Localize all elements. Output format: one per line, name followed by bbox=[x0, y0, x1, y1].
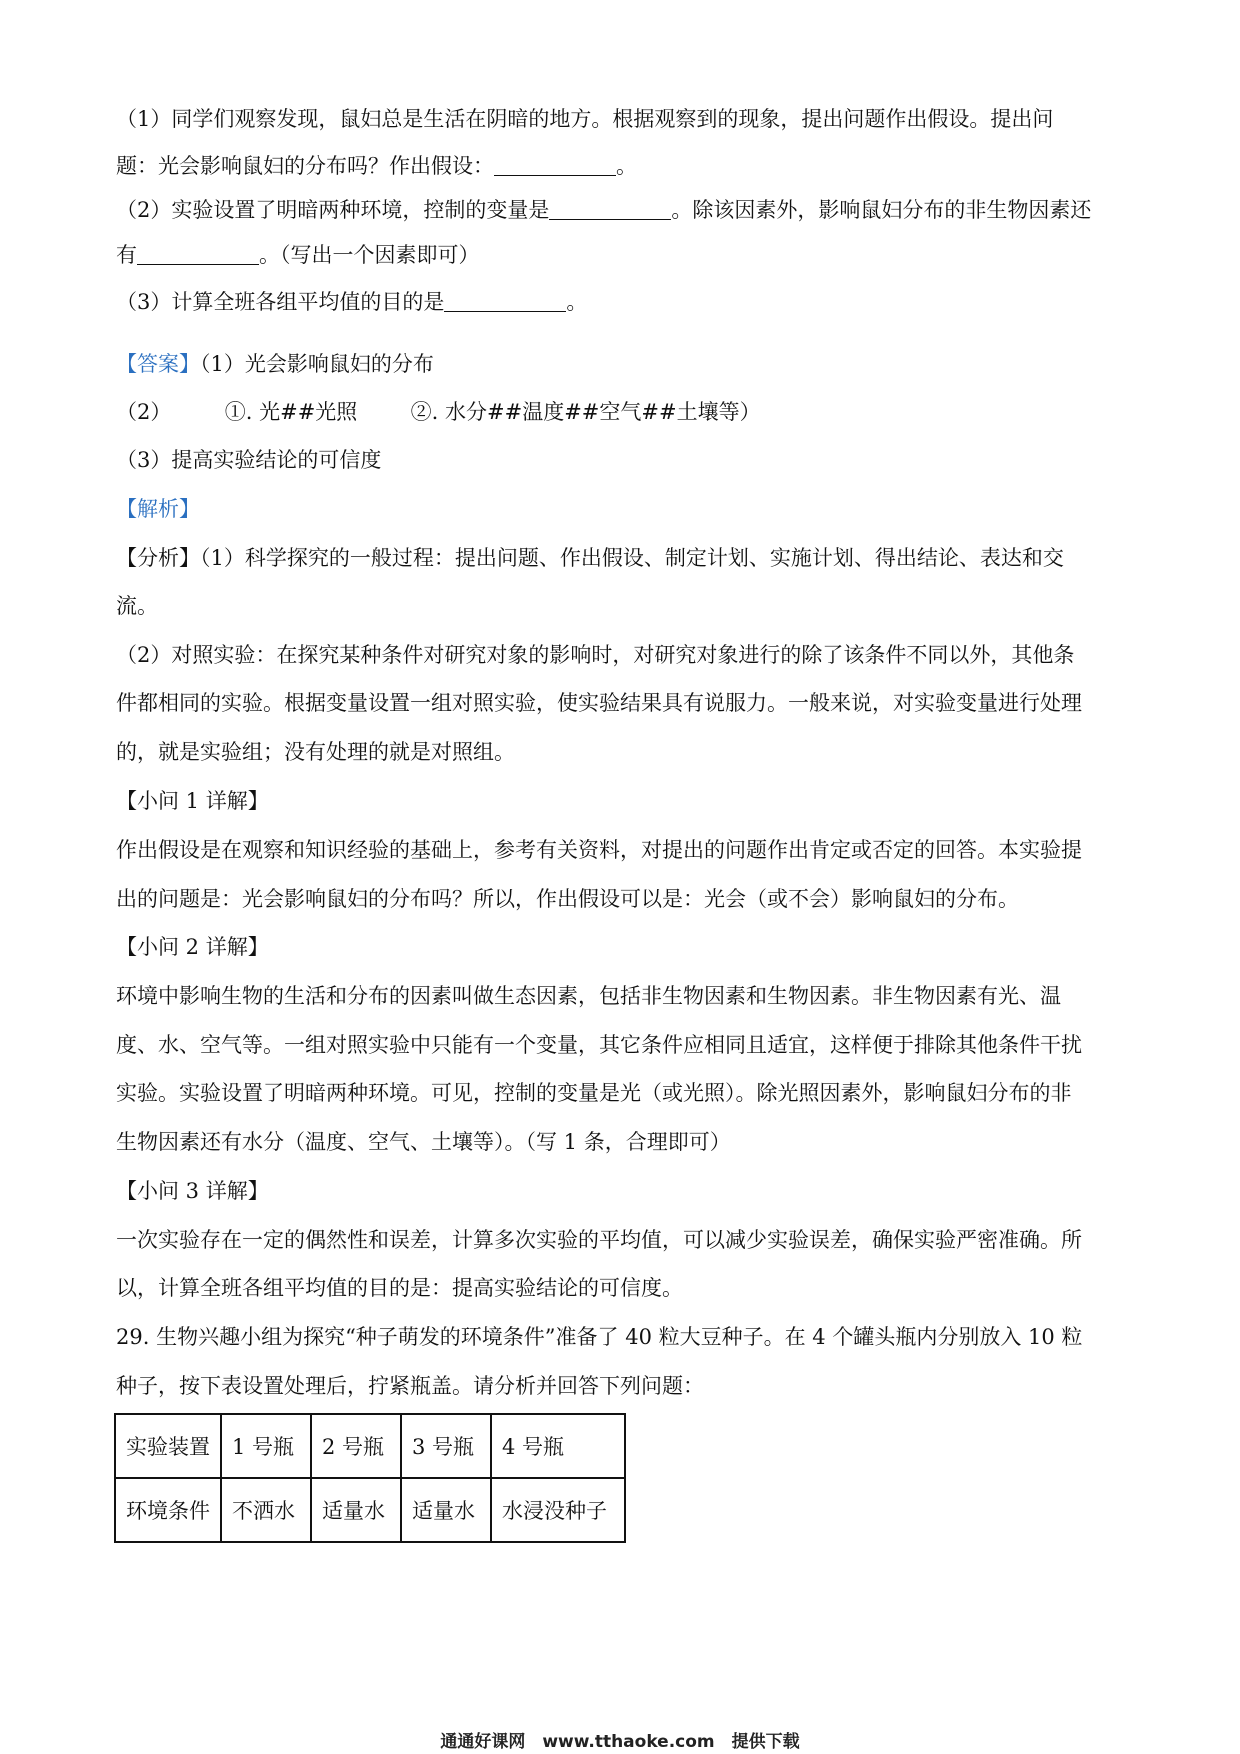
fenxi-line2: 流。 bbox=[116, 594, 158, 618]
detail3-title: 【小问 3 详解】 bbox=[116, 1179, 269, 1203]
q28-sub2-text-b: 。除该因素外，影响鼠妇分布的非生物因素还 bbox=[671, 198, 1092, 222]
table-row bbox=[115, 1478, 625, 1542]
q28-sub2-line1 bbox=[116, 196, 1126, 224]
q28-sub1-line1: （1）同学们观察发现，鼠妇总是生活在阴暗的地方。根据观察到的现象，提出问题作出假设。提出问 bbox=[116, 107, 1054, 131]
table-cell: 4 号瓶 bbox=[491, 1414, 625, 1478]
detail2-line4: 生物因素还有水分（温度、空气、土壤等）。（写 1 条，合理即可） bbox=[116, 1130, 731, 1154]
answer-line1 bbox=[116, 350, 1126, 378]
table-cell: 水浸没种子 bbox=[491, 1478, 625, 1542]
answer-line2 bbox=[116, 398, 1126, 426]
answer-blank bbox=[137, 244, 259, 265]
table-cell: 3 号瓶 bbox=[401, 1414, 491, 1478]
footer-credit: 通通好课网 www.tthaoke.com 提供下载 bbox=[440, 1732, 800, 1752]
q28-sub2-line2 bbox=[116, 241, 1126, 269]
table-cell: 实验装置 bbox=[115, 1414, 221, 1478]
q29-line1: 29. 生物兴趣小组为探究“种子萌发的环境条件”准备了 40 粒大豆种子。在 4 个罐头瓶内分别放入 10 粒 bbox=[116, 1325, 1083, 1349]
detail3-line1: 一次实验存在一定的偶然性和误差，计算多次实验的平均值，可以减少实验误差，确保实验严密准确。所 bbox=[116, 1228, 1082, 1252]
detail2-title: 【小问 2 详解】 bbox=[116, 935, 269, 959]
detail1-title: 【小问 1 详解】 bbox=[116, 789, 269, 813]
table-cell: 1 号瓶 bbox=[221, 1414, 311, 1478]
analysis-tag: 【解析】 bbox=[116, 497, 200, 521]
detail2-line2: 度、水、空气等。一组对照实验中只能有一个变量，其它条件应相同且适宜，这样便于排除其他条件干扰 bbox=[116, 1033, 1082, 1057]
q28-sub2-text: （2）实验设置了明暗两种环境，控制的变量是 bbox=[116, 198, 550, 222]
q28-sub1-text: 题：光会影响鼠妇的分布吗？作出假设： bbox=[116, 154, 494, 178]
q28-sub2-line2-b: 。（写出一个因素即可） bbox=[259, 243, 480, 267]
table-cell: 环境条件 bbox=[115, 1478, 221, 1542]
q28-sub3-line bbox=[116, 288, 1126, 316]
answer-1: （1）光会影响鼠妇的分布 bbox=[200, 352, 434, 376]
answer-2-num: （2） bbox=[116, 400, 172, 424]
answer-blank bbox=[494, 155, 616, 176]
q28-sub2-line2-a: 有 bbox=[116, 243, 137, 267]
detail2-line3: 实验。实验设置了明暗两种环境。可见，控制的变量是光（或光照）。除光照因素外，影响鼠妇分布的非 bbox=[116, 1081, 1072, 1105]
answer-2-a: ①. 光##光照 bbox=[224, 400, 358, 424]
fenxi-line5: 的，就是实验组；没有处理的就是对照组。 bbox=[116, 740, 515, 764]
answer-blank bbox=[444, 291, 566, 312]
table-cell: 适量水 bbox=[311, 1478, 401, 1542]
q28-sub3-end: 。 bbox=[566, 290, 588, 314]
q28-sub1-line2 bbox=[116, 152, 1126, 180]
q28-sub3-text: （3）计算全班各组平均值的目的是 bbox=[116, 290, 445, 314]
fenxi-line1: 【分析】（1）科学探究的一般过程：提出问题、作出假设、制定计划、实施计划、得出结论、表达和交 bbox=[116, 546, 1064, 570]
answer-tag: 【答案】 bbox=[116, 352, 200, 376]
answer-2-b: ②. 水分##温度##空气##土壤等） bbox=[410, 400, 761, 424]
answer-blank bbox=[549, 199, 671, 220]
table-cell: 适量水 bbox=[401, 1478, 491, 1542]
fenxi-line4: 件都相同的实验。根据变量设置一组对照实验，使实验结果具有说服力。一般来说，对实验变量进行处理 bbox=[116, 691, 1082, 715]
detail1-line1: 作出假设是在观察和知识经验的基础上，参考有关资料，对提出的问题作出肯定或否定的回答。本实验提 bbox=[116, 838, 1082, 862]
fenxi-line3: （2）对照实验：在探究某种条件对研究对象的影响时，对研究对象进行的除了该条件不同以外，其他条 bbox=[116, 643, 1075, 667]
detail3-line2: 以，计算全班各组平均值的目的是：提高实验结论的可信度。 bbox=[116, 1276, 683, 1300]
detail1-line2: 出的问题是：光会影响鼠妇的分布吗？所以，作出假设可以是：光会（或不会）影响鼠妇的分布。 bbox=[116, 887, 1019, 911]
table-row bbox=[115, 1414, 625, 1478]
q29-line2: 种子，按下表设置处理后，拧紧瓶盖。请分析并回答下列问题： bbox=[116, 1374, 704, 1398]
answer-line3: （3）提高实验结论的可信度 bbox=[116, 448, 382, 472]
detail2-line1: 环境中影响生物的生活和分布的因素叫做生态因素，包括非生物因素和生物因素。非生物因素有光、温 bbox=[116, 984, 1061, 1008]
experiment-table bbox=[114, 1413, 626, 1543]
table-cell: 不洒水 bbox=[221, 1478, 311, 1542]
q28-sub1-end: 。 bbox=[616, 154, 637, 178]
table-cell: 2 号瓶 bbox=[311, 1414, 401, 1478]
